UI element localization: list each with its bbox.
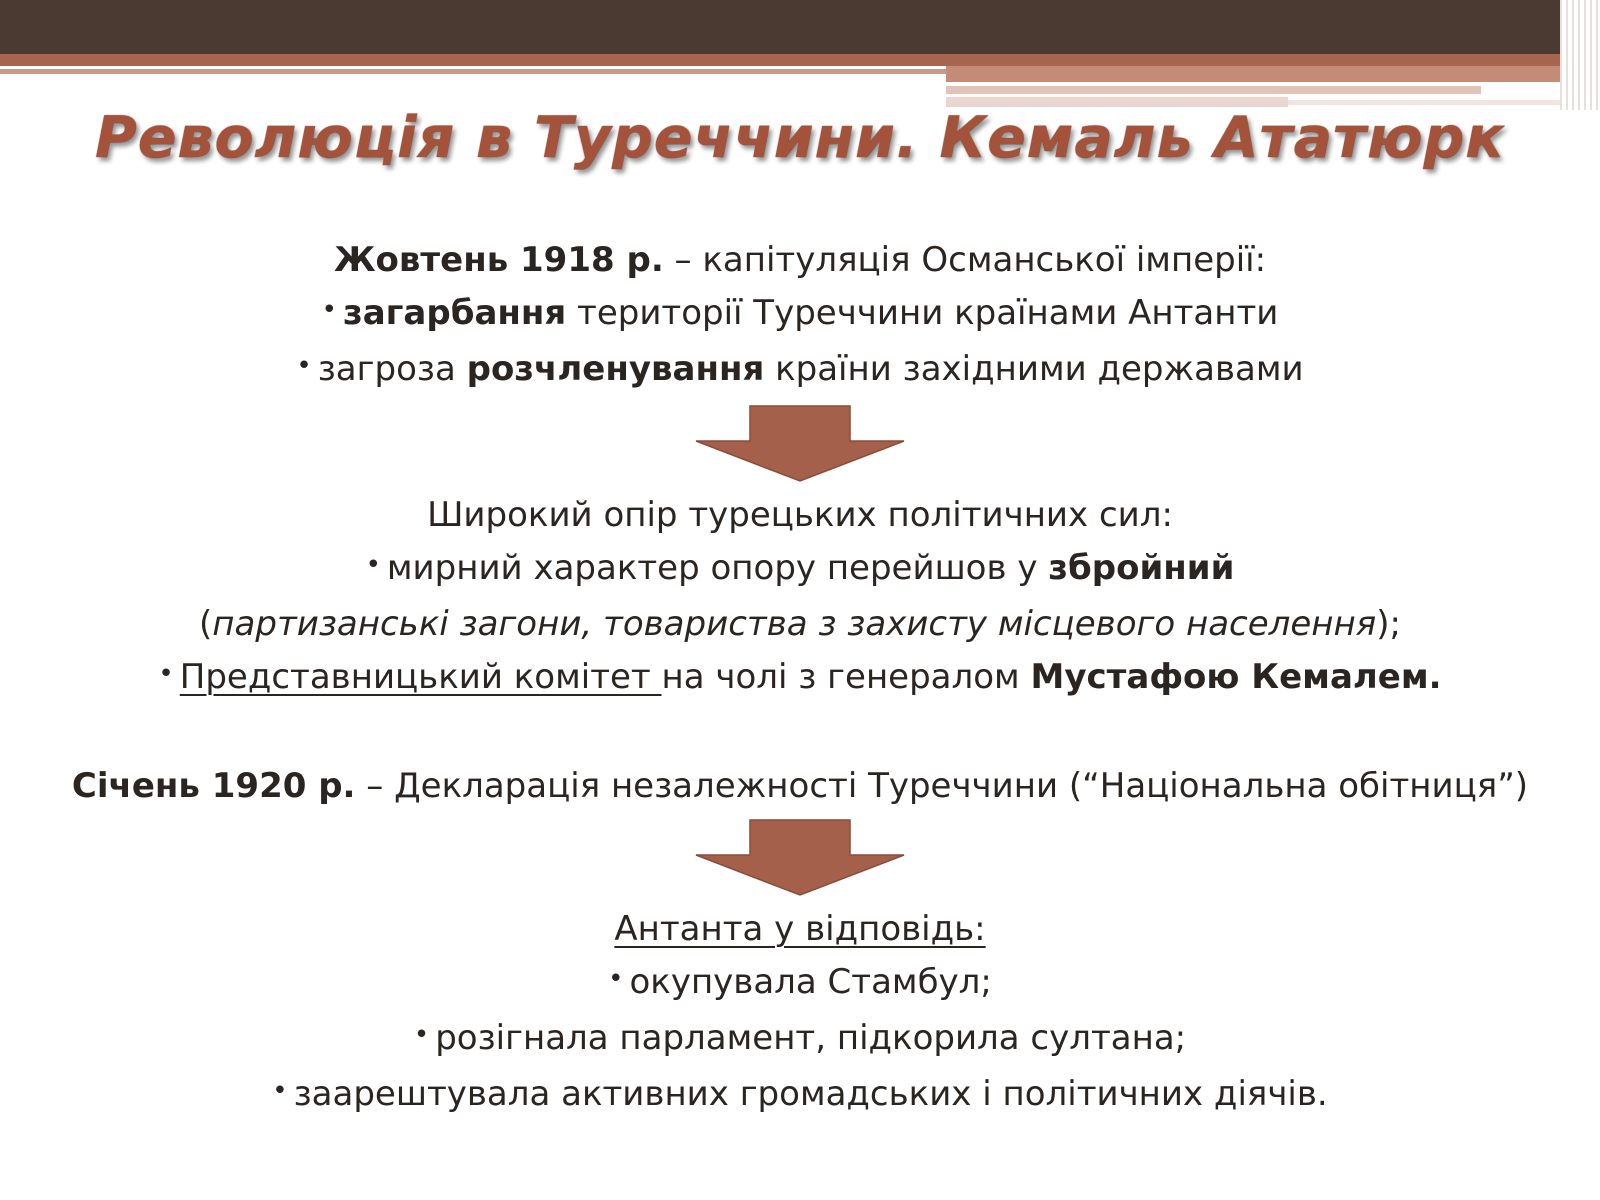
bold-term: загарбання xyxy=(342,293,567,333)
item-text: окупувала Стамбул; xyxy=(629,962,992,1002)
bullet-icon: • xyxy=(321,295,337,325)
capitulation-text: – капітуляція Османської імперії: xyxy=(663,240,1267,280)
entente-response-heading: Антанта у відповідь: xyxy=(614,909,986,949)
header-bar-thin xyxy=(0,69,946,74)
item-text: заарештувала активних громадських і політичних діячів. xyxy=(293,1074,1328,1114)
bold-term: розчленування xyxy=(466,349,765,389)
paren-open: ( xyxy=(199,604,213,644)
date-january-1920: Січень 1920 р. xyxy=(71,766,356,806)
item-text: загроза xyxy=(317,349,467,389)
list-item xyxy=(0,651,1600,707)
item-text: мирний характер опору перейшов у xyxy=(386,548,1049,588)
bold-name: Мустафою Кемалем. xyxy=(1030,657,1442,697)
header-bar-right xyxy=(946,86,1481,94)
bullet-icon: • xyxy=(272,1076,288,1106)
item-text: території Туреччини країнами Антанти xyxy=(566,293,1279,333)
bold-term: збройний xyxy=(1048,548,1235,588)
item-text: на чолі з генералом xyxy=(661,657,1031,697)
item-text: розігнала парламент, підкорила султана; xyxy=(435,1018,1187,1058)
list-item xyxy=(0,542,1600,598)
italic-text: партизанські загони, товариства з захисту місцевого населення xyxy=(212,604,1377,644)
bullet-icon: • xyxy=(296,351,312,381)
arrow-down-shape xyxy=(696,820,904,895)
list-item xyxy=(0,343,1600,399)
down-arrow-2 xyxy=(0,813,1600,903)
date-october-1918: Жовтень 1918 р. xyxy=(333,240,664,280)
bullet-icon: • xyxy=(158,659,174,689)
down-arrow-1 xyxy=(0,399,1600,489)
parenthetical-line xyxy=(0,598,1600,651)
spacer xyxy=(0,707,1600,760)
header-stripes xyxy=(1560,0,1600,110)
block2-heading: Широкий опір турецьких політичних сил: xyxy=(427,495,1173,535)
arrow-down-icon xyxy=(693,405,907,483)
slide-title: Революція в Туреччини. Кемаль Ататюрк xyxy=(95,105,1505,171)
declaration-text: – Декларація незалежності Туреччини (“Національна обітниця”) xyxy=(355,766,1529,806)
underlined-term: Представницький комітет xyxy=(179,657,662,697)
list-item xyxy=(0,1012,1600,1068)
bullet-icon: • xyxy=(365,550,381,580)
arrow-down-shape xyxy=(696,406,904,481)
bullet-icon: • xyxy=(413,1020,430,1050)
header-bar-rust xyxy=(0,54,1600,66)
list-item xyxy=(0,1068,1600,1124)
item-text: країни західними державами xyxy=(764,349,1304,389)
paren-close: ); xyxy=(1376,604,1401,644)
list-item xyxy=(0,287,1600,343)
slide-content xyxy=(0,234,1600,1124)
block3-heading xyxy=(0,760,1600,813)
bullet-icon: • xyxy=(608,964,624,994)
header-bar-right xyxy=(946,66,1566,82)
block4-heading xyxy=(0,903,1600,956)
arrow-down-icon xyxy=(693,819,907,897)
block1-heading xyxy=(0,234,1600,287)
list-item xyxy=(0,956,1600,1012)
header-bar-dark xyxy=(0,0,1600,54)
